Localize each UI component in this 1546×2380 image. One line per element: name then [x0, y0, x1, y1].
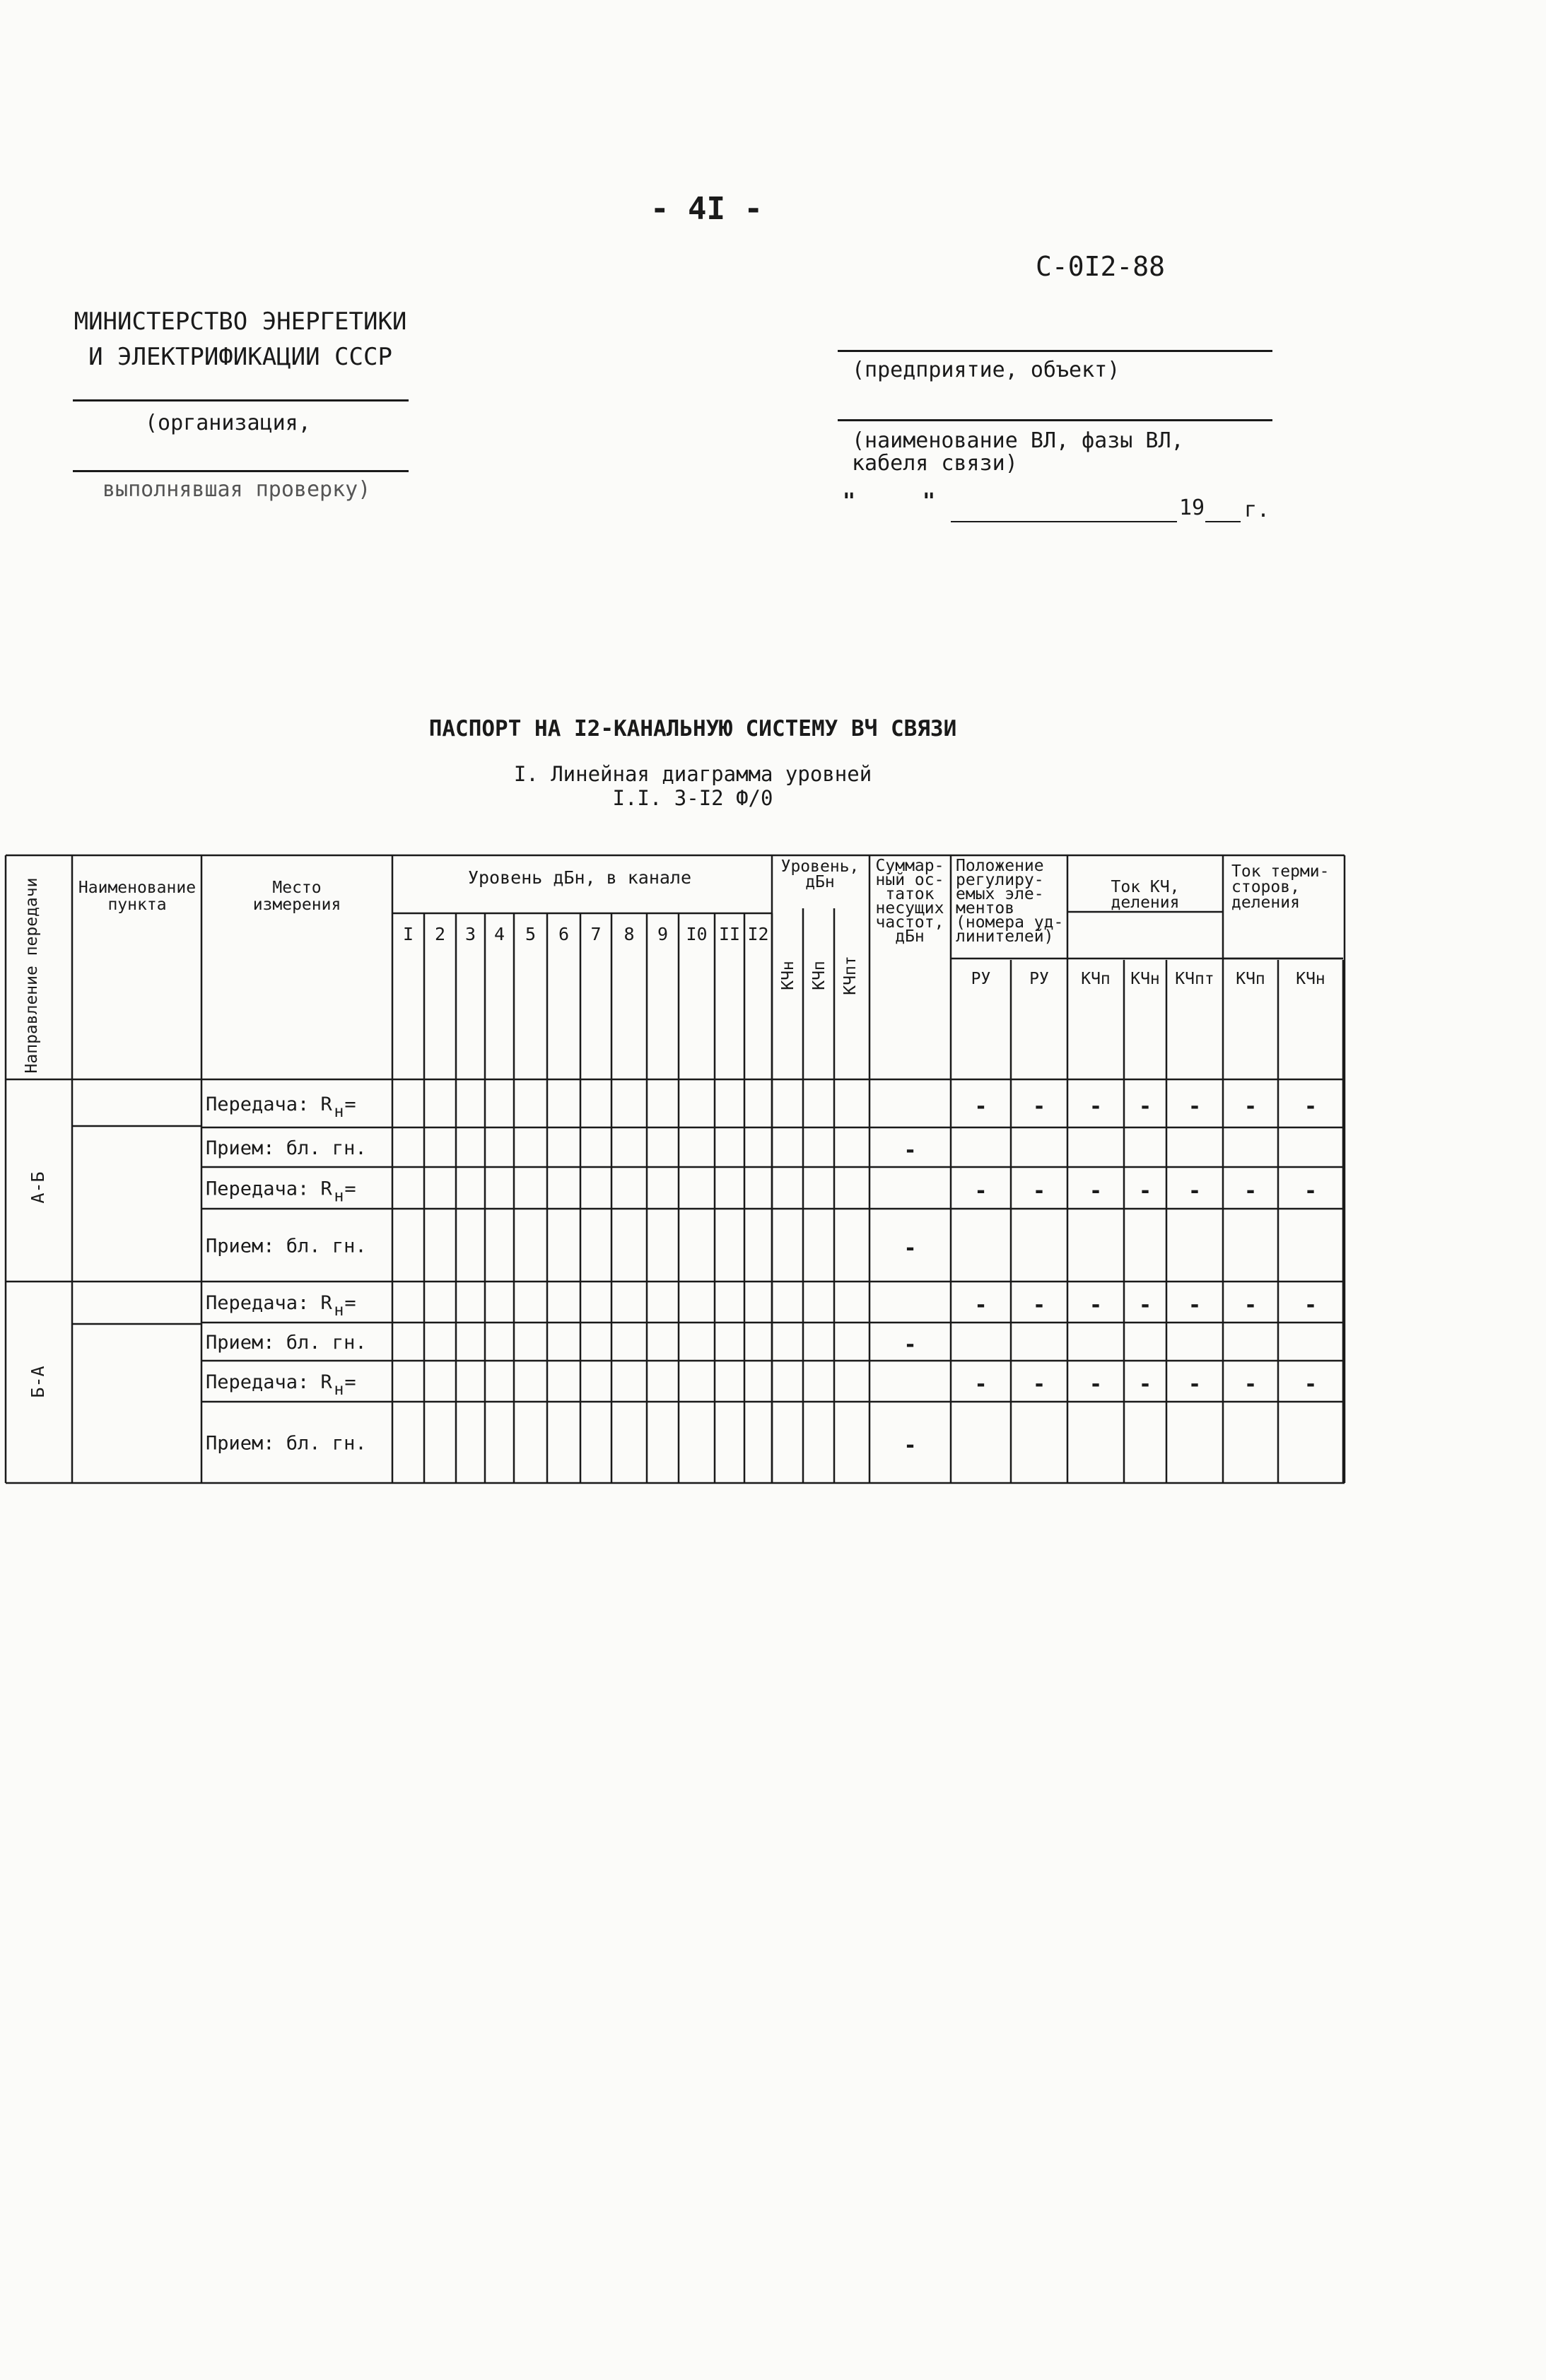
- level-dbn-subheader: КЧп: [810, 961, 828, 990]
- position-header-line: ментов: [956, 899, 1015, 918]
- thermistor-header-line: сторов,: [1231, 878, 1300, 896]
- position-header-line: (номера уд-: [956, 913, 1064, 932]
- place-cell: Прием: бл. гн.: [206, 1235, 367, 1258]
- subcolumn-header: РУ: [971, 970, 991, 988]
- place-cell: Прием: бл. гн.: [206, 1432, 367, 1455]
- position-value: -: [1089, 1372, 1103, 1397]
- page-number: - 4I -: [650, 191, 763, 227]
- place-cell: Передача: R: [206, 1178, 332, 1200]
- direction-header: Направление передачи: [23, 877, 41, 1074]
- level-dbn-subheader: КЧпт: [841, 956, 860, 995]
- level-dbn-subheader: КЧн: [779, 961, 797, 990]
- channel-number: 2: [434, 924, 446, 944]
- position-value: -: [974, 1372, 988, 1397]
- position-header-line: регулиру-: [956, 871, 1044, 889]
- residual-header-line: Суммар-: [875, 857, 944, 875]
- position-value: -: [1138, 1372, 1152, 1397]
- position-value: -: [1138, 1293, 1152, 1318]
- position-value: -: [1089, 1293, 1103, 1318]
- position-value: -: [1089, 1094, 1103, 1119]
- channel-number: I0: [686, 924, 708, 944]
- enterprise-caption: (предприятие, объект): [852, 358, 1120, 382]
- position-value: -: [1243, 1293, 1258, 1318]
- place-cell: Передача: R: [206, 1371, 332, 1393]
- level-header: Уровень дБн, в канале: [467, 867, 692, 888]
- channel-number: 5: [525, 924, 537, 944]
- place-cell: Передача: R: [206, 1292, 332, 1314]
- residual-header-line: таток: [885, 885, 935, 903]
- date-year-suffix: г.: [1244, 498, 1270, 522]
- residual-header-line: дБн: [895, 927, 925, 946]
- position-value: -: [1243, 1178, 1258, 1204]
- level-dbn-header-1: Уровень,: [780, 857, 860, 876]
- date-quote-open: ": [843, 489, 856, 514]
- residual-header-line: ный ос-: [875, 871, 944, 889]
- place-header-line-2: измерения: [252, 896, 341, 914]
- position-value: -: [1188, 1178, 1202, 1204]
- level-dbn-header-2: дБн: [805, 873, 835, 891]
- place-cell-tail: =: [344, 1371, 356, 1393]
- place-cell-subscript: н: [334, 1187, 344, 1206]
- subcolumn-header: КЧпт: [1175, 970, 1214, 988]
- thermistor-header-line: Ток терми-: [1231, 862, 1330, 881]
- place-cell-tail: =: [344, 1178, 356, 1200]
- channel-number: 6: [558, 924, 570, 944]
- position-value: -: [1304, 1094, 1318, 1119]
- subcolumn-header: КЧн: [1130, 970, 1160, 988]
- residual-value: -: [903, 1433, 917, 1458]
- point-header-line-2: пункта: [107, 896, 167, 914]
- place-cell-subscript: н: [334, 1301, 344, 1320]
- ministry-line-1: МИНИСТЕРСТВО ЭНЕРГЕТИКИ: [74, 307, 407, 336]
- residual-value: -: [903, 1138, 917, 1163]
- position-value: -: [1138, 1178, 1152, 1204]
- channel-number: 9: [657, 924, 669, 944]
- channel-number: I: [402, 924, 414, 944]
- place-header-line-1: Место: [272, 879, 322, 897]
- line-name-caption-1: (наименование ВЛ, фазы ВЛ,: [852, 428, 1184, 453]
- position-header-line: линителей): [956, 927, 1054, 946]
- subcolumn-header: КЧп: [1236, 970, 1265, 988]
- subcolumn-header: РУ: [1029, 970, 1049, 988]
- subcolumn-header: КЧн: [1296, 970, 1325, 988]
- position-value: -: [1188, 1293, 1202, 1318]
- section-title: I. Линейная диаграмма уровней: [513, 762, 872, 786]
- kch-current-header-line: деления: [1111, 893, 1180, 912]
- residual-header-line: несущих: [875, 899, 944, 918]
- performer-caption: выполнявшая проверку): [103, 477, 371, 502]
- channel-number: 4: [493, 924, 505, 944]
- direction-b-a: Б-А: [28, 1366, 48, 1398]
- ministry-line-2: И ЭЛЕКТРИФИКАЦИИ СССР: [88, 343, 392, 371]
- thermistor-header-line: деления: [1231, 893, 1300, 912]
- position-value: -: [1032, 1094, 1046, 1119]
- position-value: -: [974, 1178, 988, 1204]
- place-cell-tail: =: [344, 1292, 356, 1314]
- position-value: -: [1138, 1094, 1152, 1119]
- position-header-line: емых эле-: [956, 885, 1044, 903]
- point-header-line-1: Наименование: [78, 879, 197, 897]
- channel-number: 8: [623, 924, 635, 944]
- date-year-prefix: 19: [1179, 496, 1205, 520]
- position-header-line: Положение: [956, 857, 1044, 875]
- subcolumn-header: КЧп: [1081, 970, 1111, 988]
- direction-a-b: А-Б: [28, 1171, 48, 1204]
- position-value: -: [1304, 1293, 1318, 1318]
- channel-number: I2: [747, 924, 769, 944]
- position-value: -: [1243, 1372, 1258, 1397]
- organization-caption: (организация,: [145, 411, 311, 435]
- residual-value: -: [903, 1332, 917, 1357]
- line-name-caption-2: кабеля связи): [852, 451, 1018, 476]
- place-cell: Передача: R: [206, 1094, 332, 1115]
- channel-number: 7: [590, 924, 602, 944]
- passport-title: ПАСПОРТ НА I2-КАНАЛЬНУЮ СИСТЕМУ ВЧ СВЯЗИ: [428, 716, 957, 741]
- position-value: -: [974, 1094, 988, 1119]
- residual-value: -: [903, 1236, 917, 1261]
- subsection-title: I.I. 3-I2 Ф/0: [612, 786, 773, 810]
- position-value: -: [1188, 1094, 1202, 1119]
- residual-header-line: частот,: [875, 913, 944, 932]
- position-value: -: [1188, 1372, 1202, 1397]
- date-quote-close: ": [923, 489, 936, 514]
- place-cell-subscript: н: [334, 1380, 344, 1399]
- kch-current-header-line: Ток КЧ,: [1111, 878, 1180, 896]
- channel-number: 3: [464, 924, 476, 944]
- position-value: -: [1032, 1293, 1046, 1318]
- place-cell-tail: =: [344, 1094, 356, 1115]
- position-value: -: [1304, 1372, 1318, 1397]
- place-cell: Прием: бл. гн.: [206, 1332, 367, 1354]
- position-value: -: [1304, 1178, 1318, 1204]
- position-value: -: [1243, 1094, 1258, 1119]
- position-value: -: [1089, 1178, 1103, 1204]
- document-code: С-0I2-88: [1036, 251, 1166, 282]
- channel-number: II: [718, 924, 741, 944]
- place-cell-subscript: н: [334, 1103, 344, 1121]
- position-value: -: [974, 1293, 988, 1318]
- position-value: -: [1032, 1372, 1046, 1397]
- position-value: -: [1032, 1178, 1046, 1204]
- place-cell: Прием: бл. гн.: [206, 1137, 367, 1159]
